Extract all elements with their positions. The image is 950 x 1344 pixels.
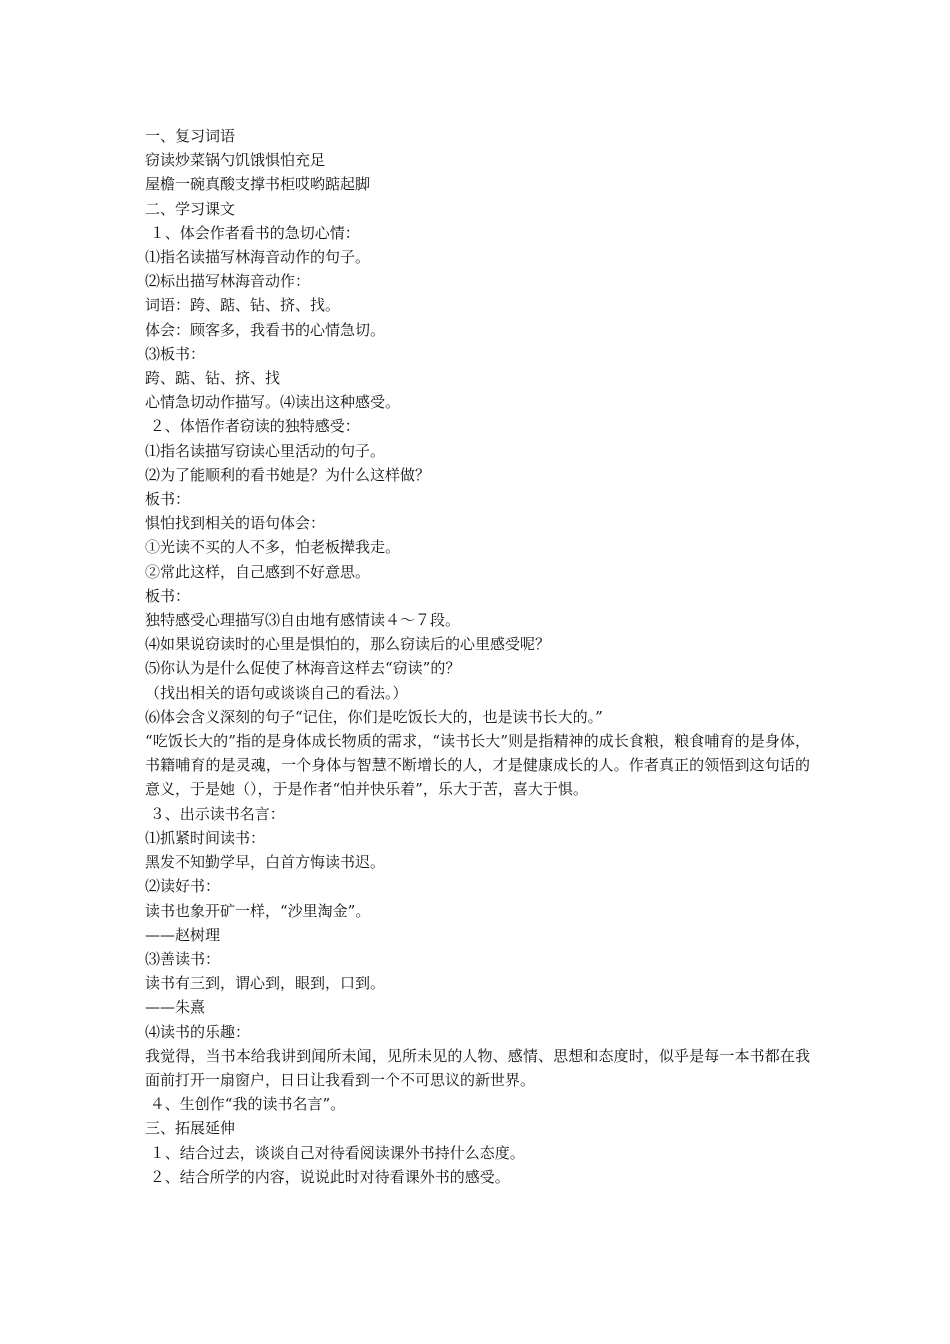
heading-extension: 三、拓展延伸 (145, 1119, 236, 1138)
text-line: ⑶善读书： (145, 949, 221, 968)
text-line: ①光读不买的人不多，怕老板撵我走。 (145, 538, 401, 557)
text-line: ⑵为了能顺利的看书她是？为什么这样做？ (145, 465, 431, 484)
paragraph-explanation: “吃饭长大的”指的是身体成长物质的需求，“读书长大”则是指精神的成长食粮，粮食哺育的是身体，书籍哺育的是灵魂，一个身体与智慧不断增长的人，才是健康成长的人。作者真正的领悟到这句话的意义，于是她（），于是作者“怕并快乐着”，乐大于苦，喜大于惧。 (145, 732, 810, 799)
heading-study-text: 二、学习课文 (145, 199, 236, 218)
text-line: ⑴指名读描写林海音动作的句子。 (145, 248, 371, 267)
text-line: ⑷如果说窃读时的心里是惧怕的，那么窃读后的心里感受呢？ (145, 635, 551, 654)
text-line: 跨、踮、钻、挤、找 (145, 369, 281, 388)
paragraph-reading-joy: 我觉得，当书本给我讲到闻所未闻，见所未见的人物、感情、思想和态度时，似乎是每一本书都在我面前打开一扇窗户，日日让我看到一个不可思议的新世界。 (145, 1046, 810, 1089)
text-line: ⑴指名读描写窃读心里活动的句子。 (145, 441, 386, 460)
text-line: １、体会作者看书的急切心情： (145, 223, 360, 242)
text-line: ２、结合所学的内容，说说此时对待看课外书的感受。 (145, 1167, 510, 1186)
text-line: ⑸你认为是什么促使了林海音这样去“窃读”的？ (145, 659, 461, 678)
text-line: ２、体悟作者窃读的独特感受： (145, 417, 360, 436)
text-line: ⑵标出描写林海音动作： (145, 272, 311, 291)
text-line: ⑴抓紧时间读书： (145, 828, 266, 847)
text-line: （找出相关的语句或谈谈自己的看法。） (145, 683, 408, 702)
text-line: 板书： (145, 490, 191, 509)
word-list-2: 屋檐一碗真酸支撑书柜哎哟踮起脚 (145, 175, 371, 194)
text-line: 板书： (145, 586, 191, 605)
text-line: ⑵读好书： (145, 877, 221, 896)
quote-line: 读书有三到，谓心到，眼到，口到。 (145, 974, 386, 993)
text-line: 惧怕找到相关的语句体会： (145, 514, 326, 533)
text-line: ４、生创作“我的读书名言”。 (145, 1095, 346, 1114)
quote-attribution: ——赵树理 (145, 925, 221, 944)
text-line: １、结合过去，谈谈自己对待看阅读课外书持什么态度。 (145, 1143, 525, 1162)
text-line: ⑷读书的乐趣： (145, 1022, 251, 1041)
text-line: ⑶板书： (145, 344, 206, 363)
text-line: ３、出示读书名言： (145, 804, 285, 823)
text-line: 词语：跨、踮、钻、挤、找。 (145, 296, 341, 315)
text-line: 心情急切动作描写。⑷读出这种感受。 (145, 393, 401, 412)
word-list-1: 窃读炒菜锅勺饥饿惧怕充足 (145, 151, 326, 170)
text-line: ②常此这样，自己感到不好意思。 (145, 562, 371, 581)
text-line: 体会：顾客多，我看书的心情急切。 (145, 320, 386, 339)
text-line: ⑹体会含义深刻的句子“记住，你们是吃饭长大的，也是读书长大的。” (145, 707, 603, 726)
quote-line: 读书也象开矿一样，“沙里淘金”。 (145, 901, 371, 920)
quote-attribution: ——朱熹 (145, 998, 206, 1017)
quote-line: 黑发不知勤学早，白首方悔读书迟。 (145, 853, 386, 872)
heading-review-words: 一、复习词语 (145, 127, 236, 145)
document-body (145, 124, 810, 1189)
text-line: 独特感受心理描写⑶自由地有感情读４～７段。 (145, 611, 461, 630)
